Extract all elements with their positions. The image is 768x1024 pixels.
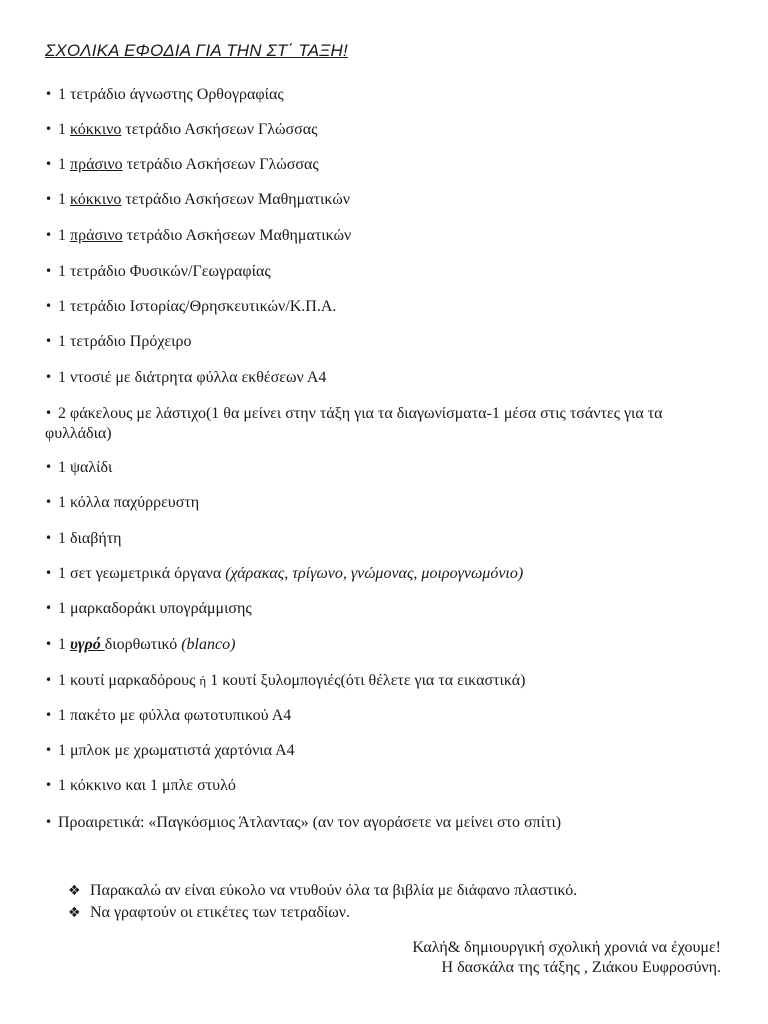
- item-text: Προαιρετικά: «Παγκόσμιος Άτλαντας» (αν τον αγοράσετε να μείνει στο σπίτι): [58, 814, 562, 831]
- item-text: 1 τετράδιο Πρόχειρο: [58, 333, 192, 350]
- item-text: 1: [58, 121, 70, 138]
- list-item: [45, 529, 122, 549]
- item-text: 1 ψαλίδι: [58, 459, 113, 476]
- item-color-underlined: κόκκινο: [70, 121, 122, 138]
- item-text: 1 μπλοκ με χρωματιστά χαρτόνια Α4: [58, 742, 295, 759]
- note-item: [68, 902, 728, 924]
- bullet-icon: •: [45, 566, 53, 580]
- list-item: [45, 332, 191, 352]
- item-text: 1 τετράδιο Ιστορίας/Θρησκευτικών/Κ.Π.Α.: [58, 298, 337, 315]
- item-color-underlined: πράσινο: [70, 156, 123, 173]
- item-text: 1 κουτί μαρκαδόρους: [58, 672, 200, 689]
- closing-signature: [412, 938, 721, 978]
- bullet-icon: •: [45, 815, 53, 829]
- item-text: 1 διαβήτη: [58, 530, 122, 547]
- item-text: 1: [58, 636, 70, 653]
- item-small-text: ή: [199, 673, 207, 688]
- bullet-icon: •: [45, 370, 53, 384]
- item-text: διορθωτικό: [104, 636, 182, 653]
- item-text: 1 τετράδιο Φυσικών/Γεωγραφίας: [58, 263, 271, 280]
- item-text: 1 κόκκινο και 1 μπλε στυλό: [58, 777, 236, 794]
- page-title: ΣΧΟΛΙΚΑ ΕΦΟΔΙΑ ΓΙΑ ΤΗΝ ΣΤ΄ ΤΑΞΗ!: [45, 41, 348, 60]
- list-item: [45, 741, 295, 761]
- bullet-icon: •: [45, 87, 53, 101]
- item-text: τετράδιο Ασκήσεων Γλώσσας: [122, 156, 319, 173]
- item-text: 1: [58, 191, 70, 208]
- list-item: [45, 190, 350, 210]
- bullet-icon: •: [45, 708, 53, 722]
- bullet-icon: •: [45, 192, 53, 206]
- diamond-bullet-icon: ❖: [68, 883, 81, 899]
- bullet-icon: •: [45, 460, 53, 474]
- bullet-icon: •: [45, 299, 53, 313]
- list-item: [45, 85, 284, 105]
- bullet-icon: •: [45, 228, 53, 242]
- bullet-icon: •: [45, 334, 53, 348]
- list-item: [45, 564, 523, 584]
- bullet-icon: •: [45, 406, 53, 420]
- list-item: [45, 368, 326, 388]
- bullet-icon: •: [45, 778, 53, 792]
- item-color-underlined: κόκκινο: [70, 191, 122, 208]
- bullet-icon: •: [45, 637, 53, 651]
- bullet-icon: •: [45, 264, 53, 278]
- item-text: 1 ντοσιέ με διάτρητα φύλλα εκθέσεων Α4: [58, 369, 327, 386]
- bullet-icon: •: [45, 157, 53, 171]
- list-item: [45, 776, 236, 796]
- list-item: [45, 671, 525, 691]
- list-item: [45, 226, 351, 246]
- item-text: 1: [58, 227, 70, 244]
- list-item: [45, 297, 336, 317]
- teacher-signature: Η δασκάλα της τάξης , Ζιάκου Ευφροσύνη.: [441, 959, 721, 976]
- bullet-icon: •: [45, 673, 53, 687]
- list-item: [45, 599, 252, 619]
- list-item: [45, 262, 271, 282]
- list-item: [45, 120, 318, 140]
- list-item: [45, 493, 199, 513]
- diamond-bullet-icon: ❖: [68, 905, 81, 921]
- item-text: 1 πακέτο με φύλλα φωτοτυπικού Α4: [58, 707, 292, 724]
- item-bold-underlined: υγρό: [70, 636, 105, 653]
- list-item: [45, 813, 561, 833]
- list-item: [45, 404, 725, 444]
- item-text: 1 τετράδιο άγνωστης Ορθογραφίας: [58, 86, 284, 103]
- closing-greeting: Καλή& δημιουργική σχολική χρονιά να έχουμε!: [412, 939, 721, 956]
- note-text: Να γραφτούν οι ετικέτες των τετραδίων.: [90, 904, 350, 921]
- notes-section: [68, 880, 728, 924]
- item-italic-text: (blanco): [181, 636, 236, 653]
- bullet-icon: •: [45, 122, 53, 136]
- item-text: τετράδιο Ασκήσεων Γλώσσας: [121, 121, 318, 138]
- item-color-underlined: πράσινο: [70, 227, 123, 244]
- item-text: 1 σετ γεωμετρικά όργανα: [58, 565, 226, 582]
- item-text: 2 φάκελους με λάστιχο(1 θα μείνει στην τάξη για τα διαγωνίσματα-1 μέσα στις τσάντες για τα φυλλάδια): [45, 405, 663, 442]
- note-text: Παρακαλώ αν είναι εύκολο να ντυθούν όλα τα βιβλία με διάφανο πλαστικό.: [90, 882, 578, 899]
- note-item: [68, 880, 728, 902]
- item-text: 1 μαρκαδοράκι υπογράμμισης: [58, 600, 252, 617]
- list-item: [45, 155, 319, 175]
- item-text: 1 κουτί ξυλομπογιές(ότι θέλετε για τα εικαστικά): [206, 672, 526, 689]
- bullet-icon: •: [45, 495, 53, 509]
- list-item: [45, 706, 291, 726]
- item-text: 1: [58, 156, 70, 173]
- bullet-icon: •: [45, 743, 53, 757]
- bullet-icon: •: [45, 601, 53, 615]
- item-text: τετράδιο Ασκήσεων Μαθηματικών: [122, 227, 352, 244]
- list-item: [45, 458, 112, 478]
- item-text: τετράδιο Ασκήσεων Μαθηματικών: [121, 191, 351, 208]
- item-italic-text: (χάρακας, τρίγωνο, γνώμονας, μοιρογνωμόνιο): [225, 565, 524, 582]
- bullet-icon: •: [45, 531, 53, 545]
- list-item: [45, 635, 235, 655]
- item-text: 1 κόλλα παχύρρευστη: [58, 494, 200, 511]
